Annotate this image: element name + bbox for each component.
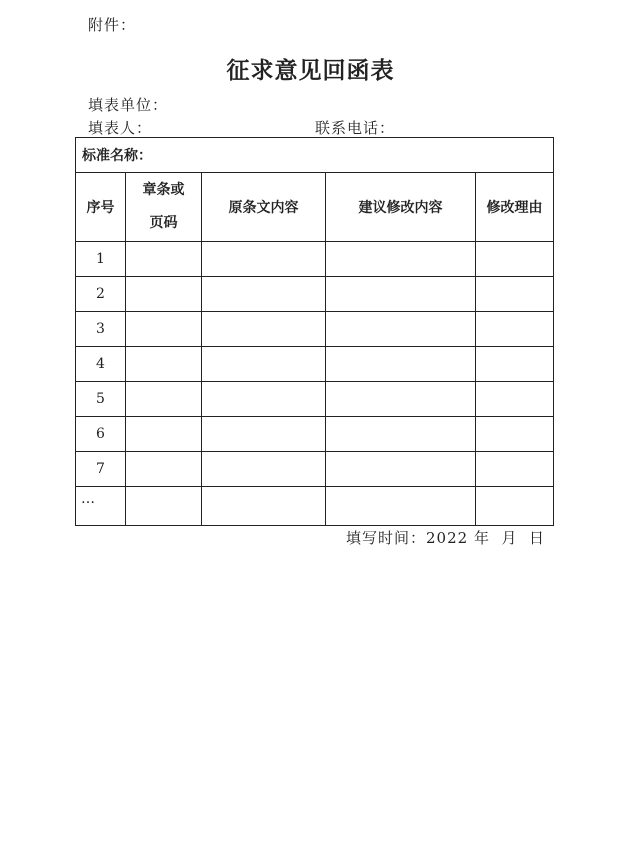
header-chapter-line1: 章条或 [142,182,185,198]
original-cell[interactable] [202,347,326,382]
chapter-cell[interactable] [126,487,202,526]
row-number: 7 [76,452,126,487]
chapter-cell[interactable] [126,417,202,452]
phone-label: 联系电话： [315,119,396,137]
reason-cell[interactable] [476,417,554,452]
table-row [76,382,554,417]
table-row [76,487,554,526]
original-cell[interactable] [202,452,326,487]
original-cell[interactable] [202,242,326,277]
row-number: 1 [76,242,126,277]
original-cell[interactable] [202,487,326,526]
standard-name-cell[interactable] [76,138,554,173]
header-chapter-line2: 页码 [149,215,178,231]
reason-cell[interactable] [476,312,554,347]
header-reason: 修改理由 [476,173,554,242]
row-number: 5 [76,382,126,417]
suggestion-cell[interactable] [326,452,476,487]
fill-time-label: 填写时间：2022 年 月 日 [346,529,546,547]
suggestion-cell[interactable] [326,242,476,277]
chapter-cell[interactable] [126,382,202,417]
table-row [76,277,554,312]
suggestion-cell[interactable] [326,277,476,312]
chapter-cell[interactable] [126,277,202,312]
header-original: 原条文内容 [202,173,326,242]
row-number: … [76,487,126,526]
original-cell[interactable] [202,417,326,452]
table-row [76,417,554,452]
table-row [76,347,554,382]
fill-unit-label: 填表单位： [88,96,169,114]
table-row [76,312,554,347]
suggestion-cell[interactable] [326,312,476,347]
chapter-cell[interactable] [126,312,202,347]
fill-person-label: 填表人： [88,119,153,137]
header-chapter [126,173,202,242]
row-number: 6 [76,417,126,452]
suggestion-cell[interactable] [326,347,476,382]
header-seq: 序号 [76,173,126,242]
row-number: 4 [76,347,126,382]
table-header-row [76,173,554,242]
reason-cell[interactable] [476,487,554,526]
table-row [76,452,554,487]
page-title: 征求意见回函表 [226,57,395,84]
suggestion-cell[interactable] [326,382,476,417]
original-cell[interactable] [202,312,326,347]
header-suggestion: 建议修改内容 [326,173,476,242]
suggestion-cell[interactable] [326,417,476,452]
standard-name-label: 标准名称： [82,148,152,164]
table-row [76,242,554,277]
suggestion-cell[interactable] [326,487,476,526]
original-cell[interactable] [202,277,326,312]
row-number: 2 [76,277,126,312]
reason-cell[interactable] [476,347,554,382]
chapter-cell[interactable] [126,242,202,277]
reason-cell[interactable] [476,277,554,312]
chapter-cell[interactable] [126,452,202,487]
reason-cell[interactable] [476,382,554,417]
chapter-cell[interactable] [126,347,202,382]
reason-cell[interactable] [476,452,554,487]
row-number: 3 [76,312,126,347]
original-cell[interactable] [202,382,326,417]
attachment-label: 附件： [88,16,137,34]
reason-cell[interactable] [476,242,554,277]
feedback-table [75,137,554,526]
